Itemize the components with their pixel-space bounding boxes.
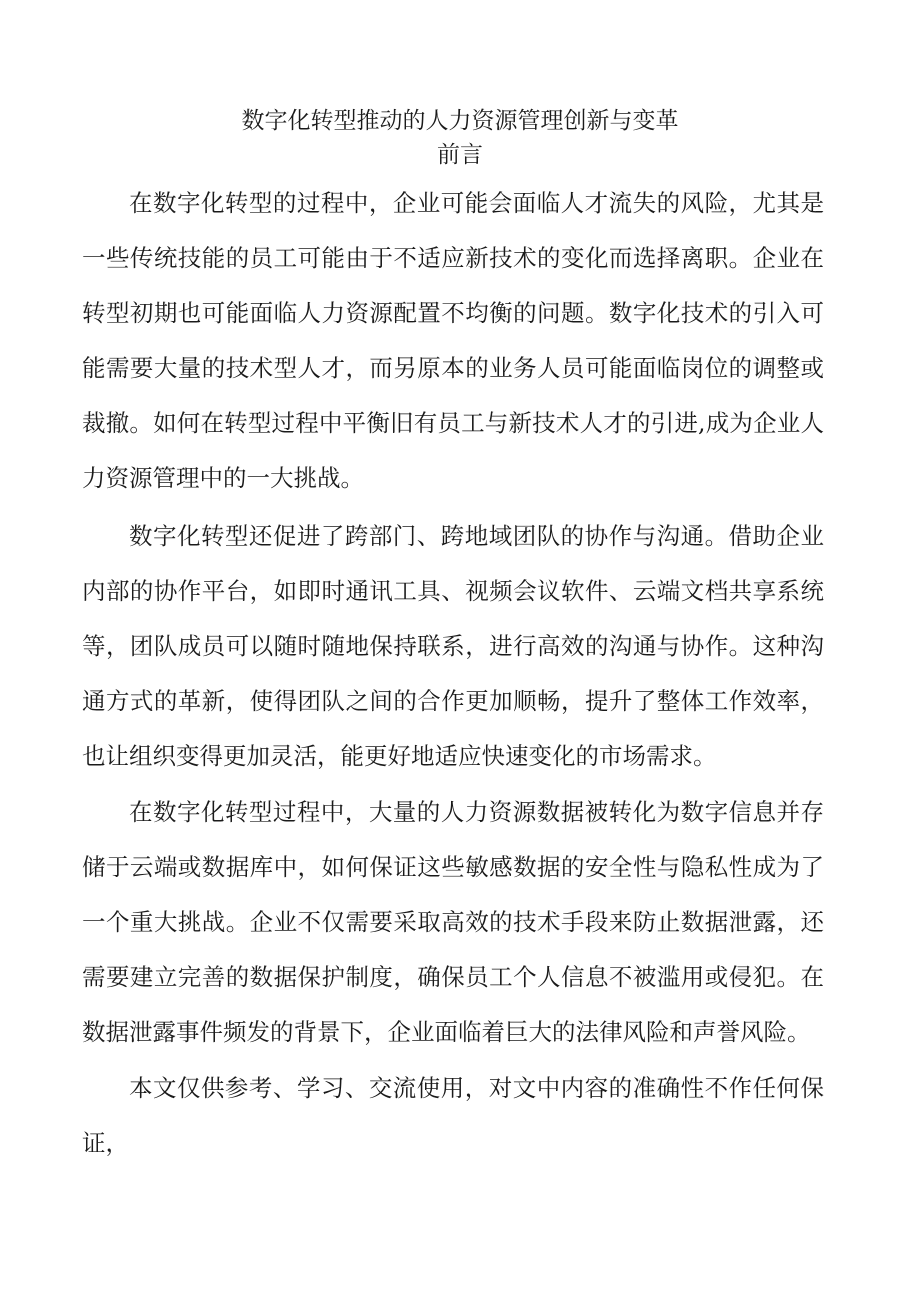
paragraph-4: 本文仅供参考、学习、交流使用，对文中内容的准确性不作任何保证，: [82, 1074, 824, 1157]
paragraph-2: 数字化转型还促进了跨部门、跨地域团队的协作与沟通。借助企业内部的协作平台，如即时通讯工具、视频会议软件、云端文档共享系统等，团队成员可以随时随地保持联系，进行高效的沟通与协作。这种沟通方式的革新，使得团队之间的合作更加顺畅，提升了整体工作效率，也让组织变得更加灵活，能更好地适应快速变化的市场需求。: [82, 522, 824, 770]
paragraph-1: 在数字化转型的过程中，企业可能会面临人才流失的风险，尤其是一些传统技能的员工可能由于不适应新技术的变化而选择离职。企业在转型初期也可能面临人力资源配置不均衡的问题。数字化技术的引入可能需要大量的技术型人才，而另原本的业务人员可能面临岗位的调整或裁撤。如何在转型过程中平衡旧有员工与新技术人才的引进,成为企业人力资源管理中的一大挑战。: [82, 189, 824, 492]
paragraph-3: 在数字化转型过程中，大量的人力资源数据被转化为数字信息并存储于云端或数据库中，如何保证这些敏感数据的安全性与隐私性成为了一个重大挑战。企业不仅需要采取高效的技术手段来防止数据泄露，还需要建立完善的数据保护制度，确保员工个人信息不被滥用或侵犯。在数据泄露事件频发的背景下，企业面临着巨大的法律风险和声誉风险。: [82, 798, 824, 1046]
document-title: 数字化转型推动的人力资源管理创新与变革: [241, 108, 679, 134]
section-heading-preface: 前言: [437, 142, 483, 168]
